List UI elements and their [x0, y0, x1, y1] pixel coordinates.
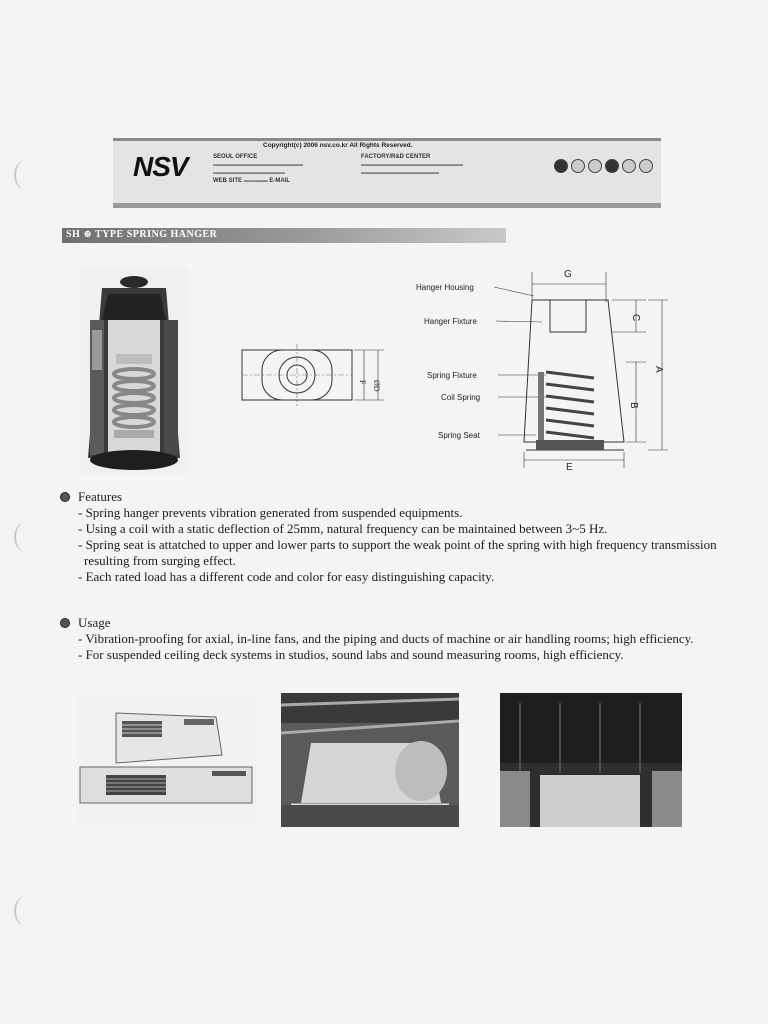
section-title-bar [62, 228, 506, 243]
usage-item: - Vibration-proofing for axial, in-line fans, and the piping and ducts of machine or air handling rooms; high efficiency. [78, 631, 694, 646]
features-item: - Spring hanger prevents vibration generated from suspended equipments. [78, 505, 463, 520]
coil-spring-label: Coil Spring [441, 393, 481, 402]
features-item: resulting from surging effect. [84, 553, 236, 568]
dim-b-label: B [628, 402, 639, 409]
usage-item: - For suspended ceiling deck systems in studios, sound labs and sound measuring rooms, high efficiency. [78, 647, 624, 662]
certification-icon [571, 159, 585, 173]
hanger-fixture-label: Hanger Fixture [424, 317, 477, 326]
copyright-notice: Copyright(c) 2006 nsv.co.kr All Rights Reserved. [263, 142, 413, 149]
seoul-office-info: SEOUL OFFICE ▬▬▬▬▬▬▬▬▬▬▬▬▬▬▬ ▬▬▬▬▬▬▬▬▬▬▬▬ WEB SITE ▬▬▬▬ E-MAIL [213, 154, 303, 184]
features-section [60, 489, 717, 585]
binder-hole [14, 522, 38, 552]
certification-icon [588, 159, 602, 173]
section-view-drawing [412, 262, 674, 472]
features-heading: Features [78, 489, 123, 504]
spring-hanger-photo [80, 268, 188, 474]
bullet-icon [60, 492, 70, 502]
seoul-office-label: SEOUL OFFICE [213, 154, 258, 160]
binder-hole [14, 896, 38, 926]
features-item: - Spring seat is attatched to upper and lower parts to support the weak point of the spring with high frequency transmission [78, 537, 717, 552]
company-header-banner [113, 138, 661, 208]
certification-icon [554, 159, 568, 173]
dim-od-label: ØD [372, 380, 381, 392]
hanger-housing-label: Hanger Housing [416, 283, 474, 292]
spring-seat-label: Spring Seat [438, 431, 480, 440]
dim-e-label: E [566, 462, 573, 472]
ceiling-fan-installation-photo [281, 693, 459, 827]
certification-icon [639, 159, 653, 173]
factory-info: FACTORY/R&D CENTER ▬▬▬▬▬▬▬▬▬▬▬▬▬▬▬▬▬ ▬▬▬▬▬▬▬▬▬▬▬▬▬ [361, 154, 463, 176]
dim-a-label: A [653, 366, 664, 373]
features-item: - Each rated load has a different code and color for easy distinguishing capacity. [78, 569, 495, 584]
website-label: WEB SITE [213, 178, 243, 184]
spring-fixture-label: Spring Fixture [427, 371, 477, 380]
usage-heading: Usage [78, 615, 111, 630]
email-label: E-MAIL [269, 178, 291, 184]
fan-unit-photo [76, 693, 256, 827]
top-view-drawing [232, 342, 392, 408]
usage-section [60, 615, 730, 663]
dim-c-label: C [630, 314, 641, 322]
features-item: - Using a coil with a static deflection of 25mm, natural frequency can be maintained between 3~5 Hz. [78, 521, 608, 536]
binder-hole [14, 160, 38, 190]
bullet-icon [60, 618, 70, 628]
dim-f-label: F [358, 380, 367, 385]
section-title: SH ⊛ TYPE SPRING HANGER [66, 229, 218, 240]
company-logo: NSV [133, 151, 188, 182]
certification-icon [622, 159, 636, 173]
dim-g-label: G [564, 269, 572, 280]
factory-label: FACTORY/R&D CENTER [361, 154, 431, 160]
certification-icon [605, 159, 619, 173]
certification-marks [554, 159, 653, 173]
suspended-ceiling-photo [500, 693, 682, 827]
